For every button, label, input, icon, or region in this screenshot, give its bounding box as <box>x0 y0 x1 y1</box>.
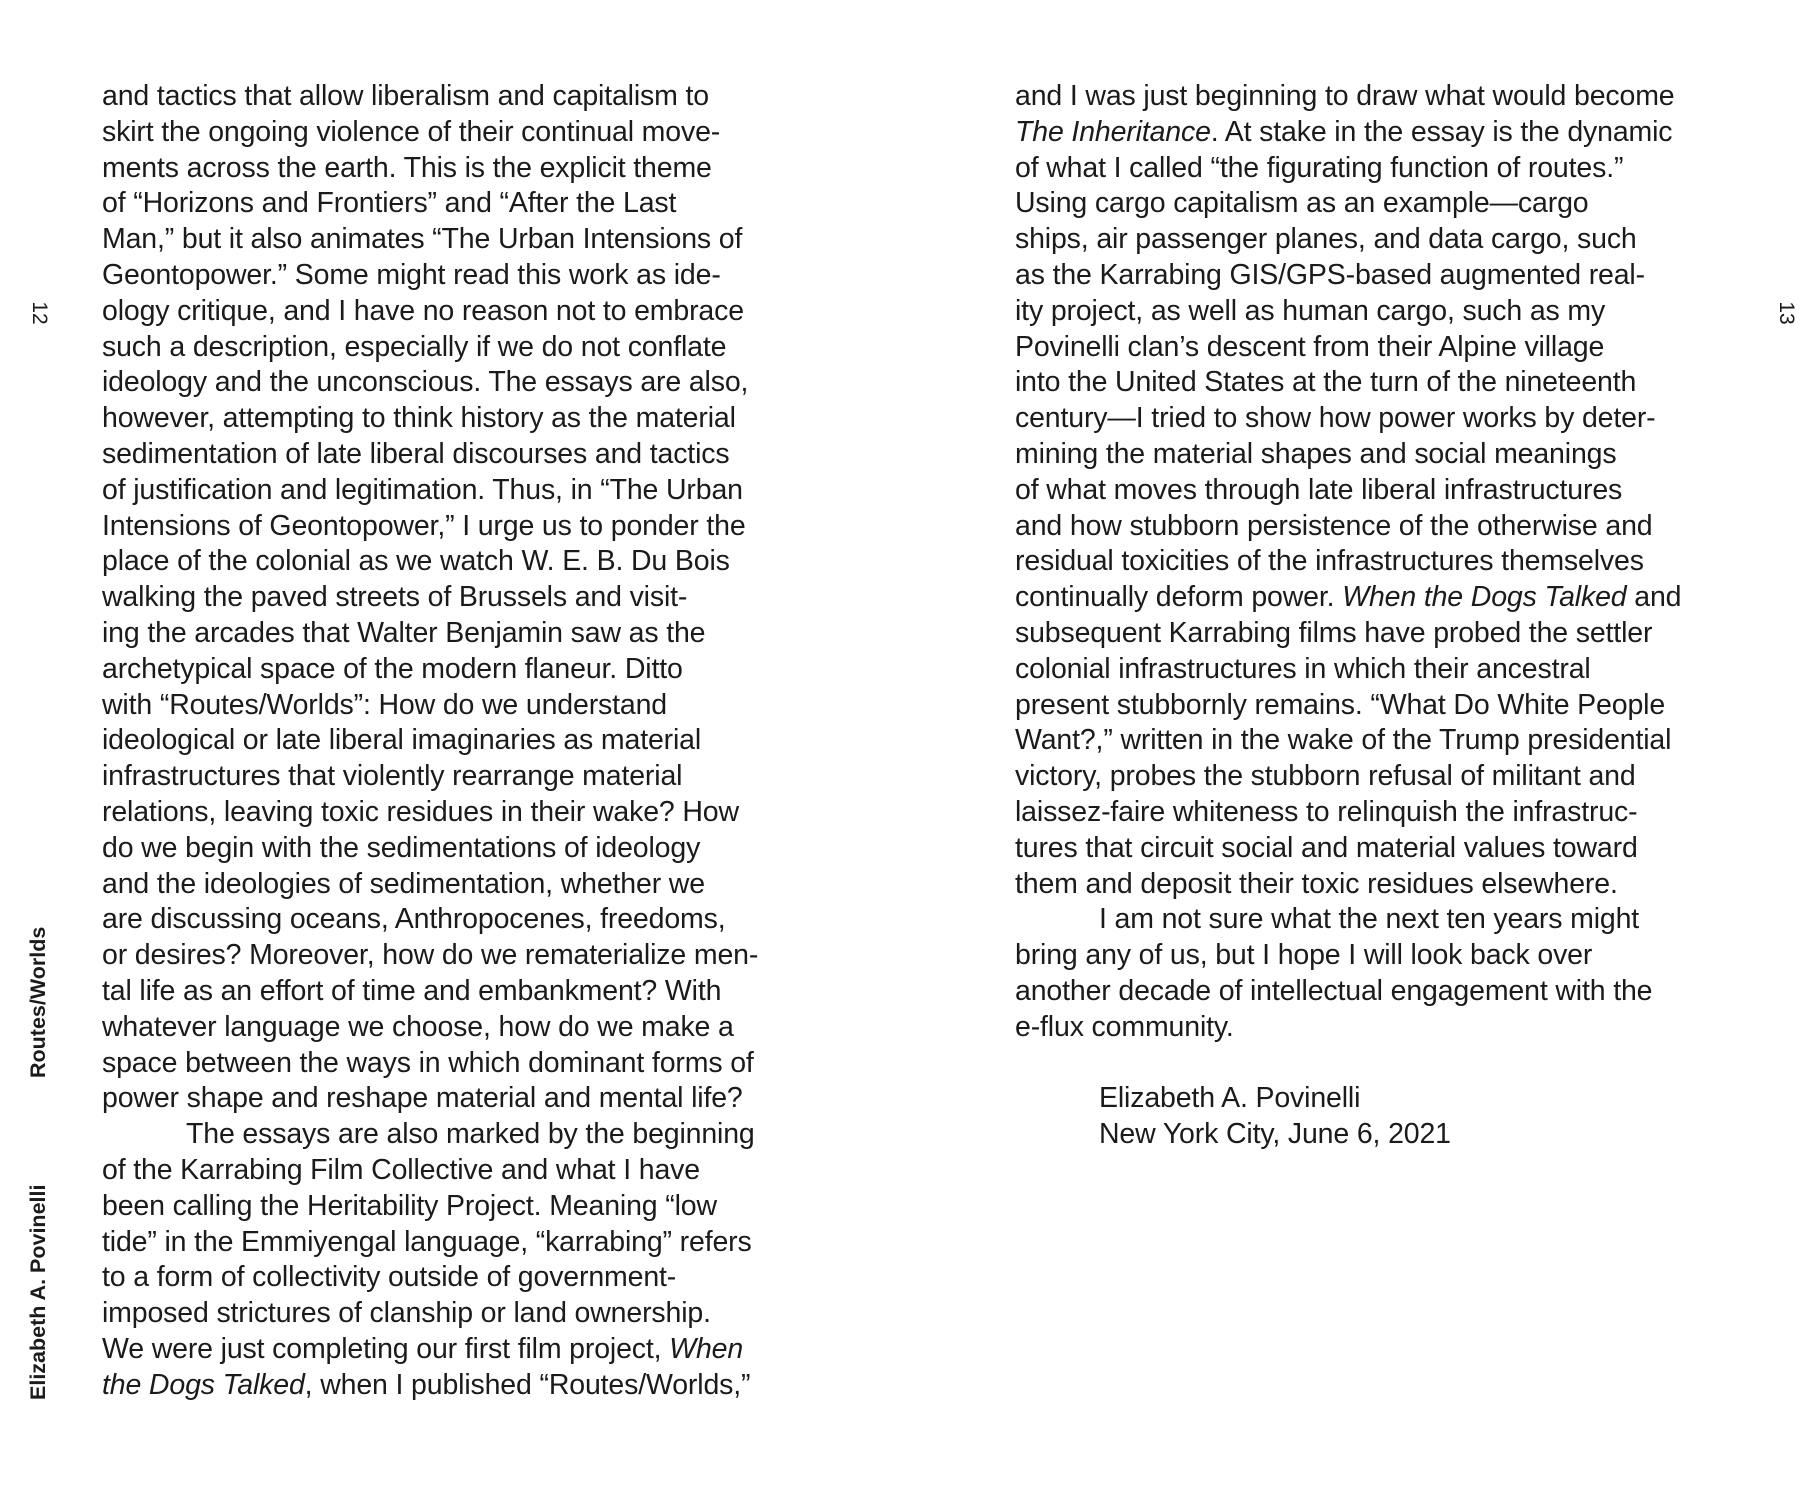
page-number-left: 12 <box>28 301 51 325</box>
text-line: tal life as an effort of time and embankment? With <box>102 974 722 1007</box>
signature-name: Elizabeth A. Povinelli <box>1099 1082 1361 1115</box>
text-line: ments across the earth. This is the explicit theme <box>102 151 712 184</box>
text-line <box>102 1332 758 1368</box>
text-segment: and <box>1626 581 1682 614</box>
right-page-body <box>1015 79 1681 1153</box>
text-line: of “Horizons and Frontiers” and “After the Last <box>102 187 677 220</box>
text-line <box>1015 115 1681 151</box>
blank-line <box>1015 1046 1681 1082</box>
text-line: power shape and reshape material and mental life? <box>102 1082 743 1115</box>
text-line: been calling the Heritability Project. Meaning “low <box>102 1189 717 1222</box>
text-line: ships, air passenger planes, and data cargo, such <box>1015 223 1637 256</box>
text-line: are discussing oceans, Anthropocenes, freedoms, <box>102 903 726 936</box>
running-head-title: Routes/Worlds <box>26 926 50 1078</box>
text-line: and the ideologies of sedimentation, whether we <box>102 867 705 900</box>
book-title-italic: The Inheritance <box>1015 115 1211 148</box>
text-line: relations, leaving toxic residues in their wake? How <box>102 795 739 828</box>
text-line: The essays are also marked by the beginning <box>186 1118 755 1151</box>
text-line: I am not sure what the next ten years might <box>1099 903 1640 936</box>
text-line: Want?,” written in the wake of the Trump presidential <box>1015 724 1672 757</box>
text-line: ideological or late liberal imaginaries as material <box>102 724 702 757</box>
text-line: subsequent Karrabing films have probed the settler <box>1015 616 1653 649</box>
text-line: another decade of intellectual engagement with the <box>1015 974 1653 1007</box>
text-line: and how stubborn persistence of the otherwise and <box>1015 509 1653 542</box>
text-segment: . At stake in the essay is the dynamic <box>1210 115 1673 148</box>
text-line: of what moves through late liberal infrastructures <box>1015 473 1623 506</box>
signature-place-date: New York City, June 6, 2021 <box>1099 1118 1451 1151</box>
text-line: tures that circuit social and material values toward <box>1015 831 1638 864</box>
text-line: such a description, especially if we do not conflate <box>102 330 727 363</box>
running-head-author: Elizabeth A. Povinelli <box>26 1184 50 1400</box>
text-line: as the Karrabing GIS/GPS-based augmented real- <box>1015 258 1645 291</box>
text-line: present stubbornly remains. “What Do White People <box>1015 688 1666 721</box>
text-line: infrastructures that violently rearrange material <box>102 760 683 793</box>
text-line: mining the material shapes and social meanings <box>1015 437 1617 470</box>
text-line: e-flux community. <box>1015 1010 1234 1043</box>
text-line: place of the colonial as we watch W. E. B. Du Bois <box>102 545 730 578</box>
text-line: and I was just beginning to draw what would become <box>1015 80 1675 112</box>
text-line: whatever language we choose, how do we make a <box>102 1010 734 1043</box>
left-page-body <box>102 79 758 1403</box>
text-line: ology critique, and I have no reason not to embrace <box>102 294 744 327</box>
text-line: to a form of collectivity outside of government- <box>102 1261 677 1294</box>
text-line <box>1015 580 1681 616</box>
text-segment: , when I published “Routes/Worlds,” <box>304 1368 751 1401</box>
film-title-italic: the Dogs Talked <box>102 1368 305 1401</box>
text-line <box>102 1368 758 1404</box>
text-segment: We were just completing our first film project, <box>102 1332 662 1365</box>
text-line: into the United States at the turn of the nineteenth <box>1015 366 1637 399</box>
text-line: them and deposit their toxic residues elsewhere. <box>1015 867 1618 900</box>
page-number-right: 13 <box>1775 301 1798 325</box>
text-line: of the Karrabing Film Collective and what I have <box>102 1153 700 1186</box>
text-line: bring any of us, but I hope I will look back over <box>1015 939 1593 972</box>
text-line: Geontopower.” Some might read this work as ide- <box>102 258 721 291</box>
text-line: ity project, as well as human cargo, such as my <box>1015 294 1606 327</box>
text-line: do we begin with the sedimentations of ideology <box>102 831 701 864</box>
text-line: walking the paved streets of Brussels and visit- <box>102 581 688 614</box>
text-line: archetypical space of the modern flaneur. Ditto <box>102 652 683 685</box>
film-title-italic: When <box>669 1332 744 1365</box>
text-segment: continually deform power. <box>1015 581 1343 614</box>
text-line: Intensions of Geontopower,” I urge us to ponder the <box>102 509 746 542</box>
text-line: space between the ways in which dominant forms of <box>102 1046 754 1079</box>
text-line: Povinelli clan’s descent from their Alpine village <box>1015 330 1605 363</box>
text-line: colonial infrastructures in which their ancestral <box>1015 652 1591 685</box>
text-line: skirt the ongoing violence of their continual move- <box>102 115 721 148</box>
text-line: imposed strictures of clanship or land ownership. <box>102 1297 711 1330</box>
text-line: Man,” but it also animates “The Urban Intensions of <box>102 223 743 256</box>
text-line: however, attempting to think history as the material <box>102 402 736 435</box>
film-title-italic: When the Dogs Talked <box>1342 581 1627 614</box>
text-line: Using cargo capitalism as an example—cargo <box>1015 187 1589 220</box>
text-line: of justification and legitimation. Thus, in “The Urban <box>102 473 743 506</box>
text-line: victory, probes the stubborn refusal of militant and <box>1015 760 1636 793</box>
text-line: tide” in the Emmiyengal language, “karrabing” refers <box>102 1225 752 1258</box>
text-line: and tactics that allow liberalism and capitalism to <box>102 80 709 112</box>
text-line: or desires? Moreover, how do we rematerialize men- <box>102 939 759 972</box>
text-line: sedimentation of late liberal discourses and tactics <box>102 437 730 470</box>
text-line: ideology and the unconscious. The essays are also, <box>102 366 749 399</box>
text-line: century—I tried to show how power works by deter- <box>1015 402 1656 435</box>
text-line: with “Routes/Worlds”: How do we understand <box>102 688 668 721</box>
text-line: of what I called “the figurating function of routes.” <box>1015 151 1624 184</box>
text-line: ing the arcades that Walter Benjamin saw as the <box>102 616 706 649</box>
text-line: laissez-faire whiteness to relinquish the infrastruc- <box>1015 795 1638 828</box>
text-line: residual toxicities of the infrastructures themselves <box>1015 545 1644 578</box>
